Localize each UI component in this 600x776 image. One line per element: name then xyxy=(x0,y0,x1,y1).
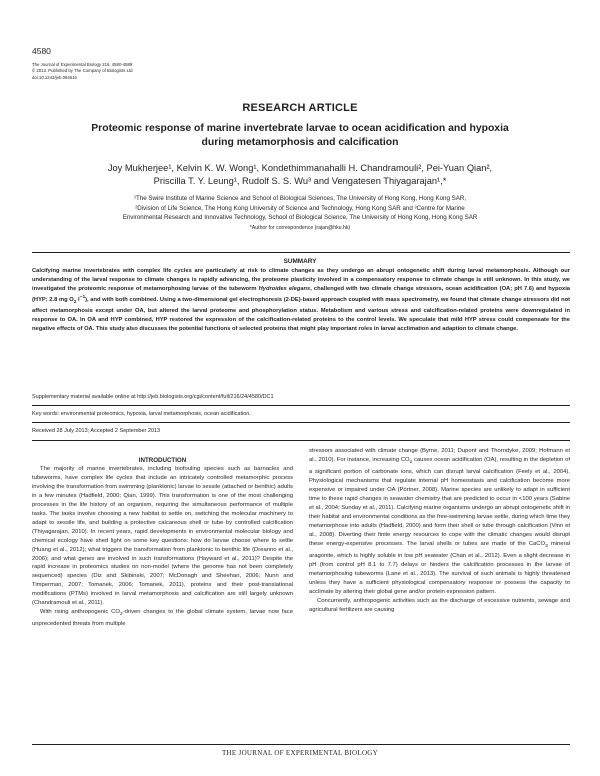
summary-part-2: , challenged with two climate change stressors, ocean acidification (OA; pH 7.6) and hypoxia (HYP; 2.8 mg O xyxy=(32,285,570,303)
key-words: Key words: environmental proteomics, hypoxia, larval metamorphosis, ocean acidification. xyxy=(32,411,251,417)
journal-citation: The Journal of Experimental Biology 216, 4580-4589 xyxy=(32,62,133,67)
paper-title xyxy=(40,122,560,149)
co2-subscript: 2 xyxy=(119,612,123,618)
intro-paragraph-3-c: mineral aragonite, which is highly soluble in low pH seawater (Chan et al., 2012). Even a slight decrease in pH (from control pH 8.1 to 7.7) delays or hinders the calcification processes in the larvae of metamorphosing tubeworms (Lane et al., 2013). The survival of such animals is highly threatened unless they have a sufficient physiological compensatory response or possess the capacity to acclimate by altering their global gene and/or protein expression pattern. xyxy=(309,540,570,595)
unit-superscript: −1 xyxy=(79,294,86,300)
affiliation-line-1: ¹The Swire Institute of Marine Science and School of Biological Sciences, The University of Hong Kong, Hong Kong SAR, xyxy=(133,195,467,202)
intro-paragraph-3 xyxy=(309,447,570,597)
journal-footer: THE JOURNAL OF EXPERIMENTAL BIOLOGY xyxy=(221,749,379,757)
journal-info xyxy=(32,62,272,81)
footer-divider xyxy=(32,744,570,745)
supplementary-link[interactable]: Supplementary material available online at http://jeb.biologists.org/cgi/content/full/216/24/4580/DC1 xyxy=(32,394,274,400)
intro-paragraph-2-start: With rising anthropogenic CO xyxy=(40,609,120,616)
dates-divider xyxy=(32,440,570,441)
intro-paragraph-3-b: causes ocean acidification (OA), resulting in the depletion of a significant portion of carbonate ions, which can disrupt larval calcification (Feely et al., 2004). Physiological mechanisms that regulate internal pH homeostasis and calcification become more expensive or impaired under OA (Pörtner, 2008). Marine species are unlikely to adapt in sufficient time to these rapid changes in seawater chemistry that are predicted to occur in <100 years (Sabine et al., 2004; Sunday et al., 2011). Calcifying marine organisms undergo an abrupt ontogenetic shift in their habitat and environmental conditions as the free-swimming larvae settle, during which time they metamorphose into adults (Hadfield, 2000) and form their shell or tube through calcification (Vinn et al., 2008). Diverting their finite energy resources to cope with the climatic changes would disrupt these energy-expensive processes. The larval shells or tubes are made of the CaCO xyxy=(309,456,570,547)
intro-paragraph-1: The majority of marine invertebrates, including biofouling species such as barnacles and tubeworms, have complex life cycles that include an intricately controlled metamorphic process involving the transformation from swimming (planktonic) larvae to sessile (attached or benthic) adults in a few minutes (Hadfield, 2000; Qian, 1999). This transformation is one of the most challenging processes in the life history of an organism, requiring the simultaneous performance of multiple tasks. The tasks involve choosing a new habitat to settle on, switching the molecular machinery to adapt to sessile life, and building a protective calcareous shell or tube by controlled calcification (Thiyagarajan, 2010). In recent years, rapid developments in environmental molecular biology and chemical ecology have shed light on some key questions: how do larvae choose where to settle (Huang et al., 2012); what triggers the transformation from planktonic to benthic life (Dreanno et al., 2006); and what genes are involved in such transformations (Hayward et al., 2011)? Despite the rapid increase in proteomics studies on non-model (where the genome has not been completely sequenced) species (Diz and Skibinski, 2007; McDonagh and Sheehan, 2006; Nunn and Timperman, 2007; Tomanek, 2006; Tomanek, 2011), proteins and their post-translational modifications (PTMs) involved in larval metamorphosis and calcification are still largely unknown (Chandramouli et al., 2011). xyxy=(32,466,293,607)
received-dates: Received 28 July 2013; Accepted 2 September 2013 xyxy=(32,428,161,434)
co2-subscript-2: 2 xyxy=(409,460,413,466)
summary-heading: SUMMARY xyxy=(283,258,317,265)
intro-paragraph-4: Concurrently, anthropogenic activities such as the discharge of excessive nutrients, sewage and agricultural fertilizers are causing xyxy=(309,597,570,613)
unit-separator: l xyxy=(76,296,80,303)
author-line-2: Priscilla T. Y. Leung¹, Rudolf S. S. Wu³ and Vengatesen Thiyagarajan¹,* xyxy=(153,175,447,186)
summary-part-3: ), and with both combined. Using a two-dimensional gel electrophoresis (2-DE)-based approach coupled with mass spectrometry, we found that climate change stressors did not affect metamorphosis except under OA, but altered the larval proteome and phosphorylation status. Metabolism and various stress and calcification-related proteins were downregulated in response to OA. In OA and HYP combined, HYP restored the expression of the calcification-related proteins to the control levels. We speculate that mild HYP stress could compensate for the negative effects of OA. This study also discusses the potential functions of selected proteins that might play important roles in larval acclimation and adaption to climate change. xyxy=(32,296,571,333)
author-line-1: Joy Mukherjee¹, Kelvin K. W. Wong¹, Kondethimmanahalli H. Chandramouli², Pei-Yuan Qian², xyxy=(107,163,493,173)
summary-part-1: Calcifying marine invertebrates with complex life cycles are particularly at risk to climate changes as they undergo an abrupt ontogenetic shift during larval metamorphosis. Although our understanding of the larval response to climate changes is rapidly advancing, the proteome plasticity involved in a compensatory response to climate change is still unknown. In this study, we investigated the proteomic response of metamorphosing larvae of the tubeworm xyxy=(32,268,570,292)
article-type: RESEARCH ARTICLE xyxy=(242,102,358,114)
intro-left-column xyxy=(32,465,293,629)
introduction-heading: INTRODUCTION xyxy=(138,457,187,464)
affiliations xyxy=(30,194,570,223)
header-divider xyxy=(32,252,570,253)
intro-paragraph-3-a: stressors associated with climate change (Byrne, 2011; Dupont and Thorndyke, 2009; Hofmann et al., 2010). For instance, increasing CO xyxy=(309,448,570,463)
keywords-divider xyxy=(32,422,570,423)
supplementary-divider xyxy=(32,405,570,406)
summary-text xyxy=(32,267,570,334)
intro-right-column xyxy=(309,447,570,614)
species-name: Hydroides elegans xyxy=(258,285,311,292)
affiliation-line-2: ²Division of Life Science, The Hong Kong University of Science and Technology, Hong Kong SAR and ³Centre for Marine xyxy=(135,204,465,212)
paper-title-line-1: Proteomic response of marine invertebrate larvae to ocean acidification and hypoxia xyxy=(91,123,509,134)
paper-title-line-2: during metamorphosis and calcification xyxy=(201,136,399,148)
affiliation-line-3: Environmental Research and Innovative Technology, School of Biological Science, The University of Hong Kong, Hong Kong SAR xyxy=(122,214,478,221)
intro-paragraph-2 xyxy=(32,608,293,629)
author-list xyxy=(40,162,560,188)
intro-paragraph-2-end: -driven changes to the global climate system, larvae now face unprecedented threats from multiple xyxy=(32,609,293,628)
caco3-subscript: 3 xyxy=(545,543,548,549)
correspondence-note: *Author for correspondence (rajan@hku.hk) xyxy=(249,225,351,231)
page-number: 4580 xyxy=(32,46,51,56)
doi-line: doi:10.1242/jeb.094516 xyxy=(32,74,77,80)
oxygen-subscript: 2 xyxy=(73,299,77,305)
copyright-line: © 2013. Published by The Company of Biologists Ltd xyxy=(32,68,133,74)
